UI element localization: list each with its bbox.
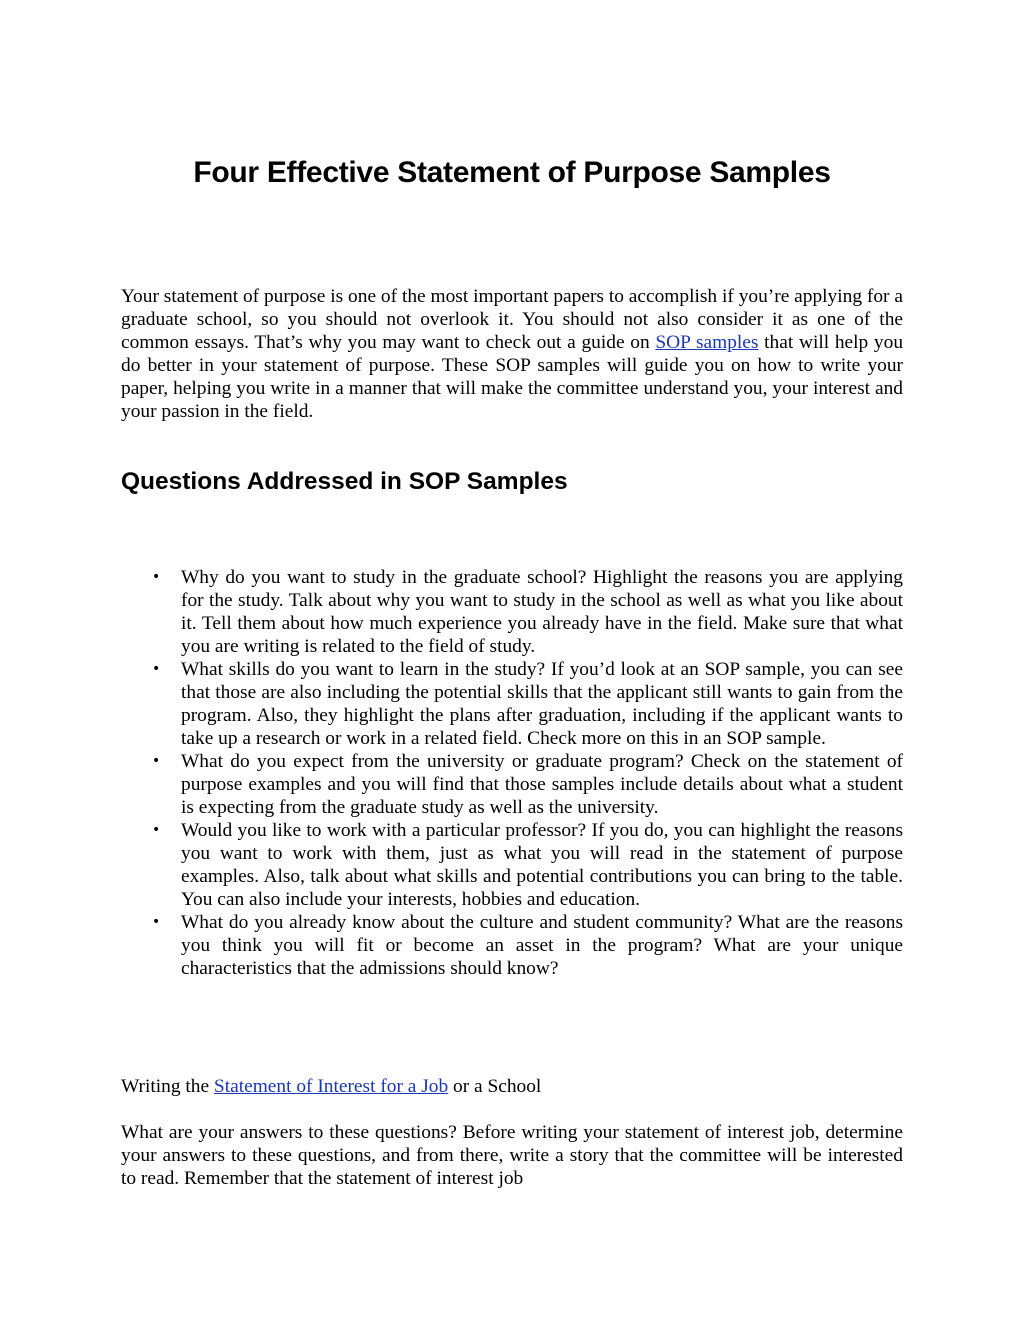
list-item-text: What do you expect from the university or graduate program? Check on the statement of purpose examples and you will find that those samples include details about what a student is expecting from the graduate study as well as the university.	[181, 751, 903, 818]
bullet-icon: •	[152, 569, 161, 585]
intro-paragraph	[121, 285, 903, 423]
section-heading: Questions Addressed in SOP Samples	[121, 468, 568, 495]
intro-text-start: Your statement of purpose is one of the most important papers to accomplish if you’re applying for a graduate school, so you should not overlook it. You should not also consider it as one of the common essays. That’s why you may want to check out a guide on	[121, 286, 903, 353]
list-item	[121, 750, 903, 819]
list-item	[121, 911, 903, 980]
writing-prefix: Writing the	[121, 1076, 214, 1097]
intro-text-end: that will help you do better in your statement of purpose. These SOP samples will guide you on how to write your paper, helping you write in a manner that will make the committee understand you, your interest and your passion in the field.	[121, 332, 904, 422]
list-item-text: Would you like to work with a particular professor? If you do, you can highlight the reasons you want to work with them, just as what you will read in the statement of purpose examples. Also, talk about what skills and potential contributions you can bring to the table. You can also include your interests, hobbies and education.	[181, 820, 903, 910]
bullet-icon: •	[152, 822, 161, 838]
list-item-text: Why do you want to study in the graduate school? Highlight the reasons you are applying for the study. Talk about why you want to study in the school as well as what you like about it. Tell them about how much experience you already have in the field. Make sure that what you are writing is related to the field of study.	[181, 567, 903, 657]
bullet-icon: •	[152, 753, 161, 769]
list-item-text: What do you already know about the culture and student community? What are the reasons you think you will fit or become an asset in the program? What are your unique characteristics that the admissions should know?	[181, 912, 903, 979]
closing-paragraph	[121, 1121, 903, 1190]
bullet-icon: •	[152, 914, 161, 930]
questions-list	[121, 566, 903, 980]
writing-line	[121, 1075, 903, 1098]
page-title: Four Effective Statement of Purpose Samples	[193, 156, 831, 189]
closing-paragraph-text: What are your answers to these questions? Before writing your statement of interest job, determine your answers to these questions, and from there, write a story that the committee will be interested to read. Remember that the statement of interest job	[121, 1122, 903, 1189]
writing-suffix: or a School	[448, 1076, 542, 1097]
statement-of-interest-link[interactable]: Statement of Interest for a Job	[213, 1076, 449, 1097]
sop-samples-link[interactable]: SOP samples	[655, 332, 759, 353]
list-item	[121, 566, 903, 658]
bullet-icon: •	[152, 661, 161, 677]
list-item	[121, 819, 903, 911]
list-item	[121, 658, 903, 750]
list-item-text: What skills do you want to learn in the study? If you’d look at an SOP sample, you can see that those are also including the potential skills that the applicant still wants to gain from the program. Also, they highlight the plans after graduation, including if the applicant wants to take up a research or work in a related field. Check more on this in an SOP sample.	[181, 659, 903, 749]
